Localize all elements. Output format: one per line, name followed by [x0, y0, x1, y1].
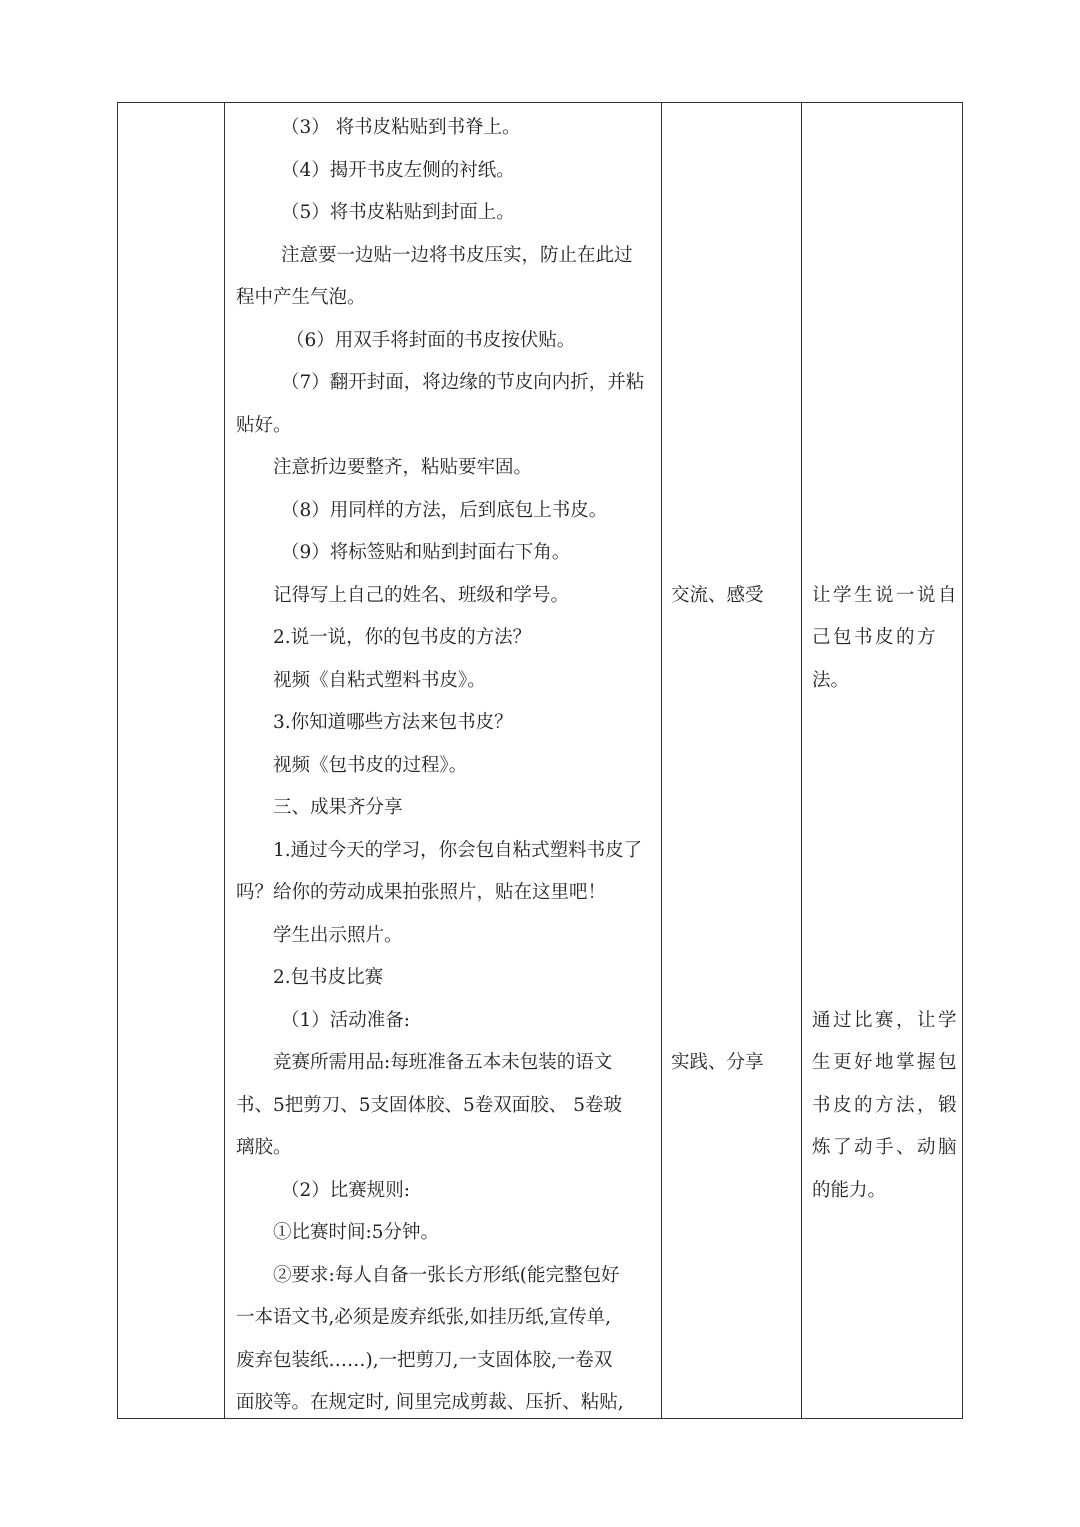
content-line: 注意折边要整齐，粘贴要牢固。 [273, 457, 533, 478]
content-line: （3） 将书皮粘贴到书脊上。 [281, 117, 521, 138]
content-line: 面胶等。在规定时, 间里完成剪裁、压折、粘贴, [236, 1392, 624, 1413]
content-line: （7）翻开封面，将边缘的节皮向内折，并粘 [281, 372, 645, 393]
design-intent-line: 己包书皮的方 [812, 627, 939, 648]
column-divider [224, 103, 225, 1418]
design-intent-line: 生更好地掌握包 [812, 1052, 960, 1073]
lesson-table [117, 102, 963, 1419]
content-line: （5）将书皮粘贴到封面上。 [281, 202, 515, 223]
content-line: 记得写上自己的姓名、班级和学号。 [273, 584, 570, 606]
column-divider [661, 103, 662, 1418]
design-intent-line: 的能力。 [812, 1179, 887, 1201]
content-line: 贴好。 [236, 414, 292, 436]
content-line: （4）揭开书皮左侧的衬纸。 [281, 159, 515, 181]
student-activity: 交流、感受 [671, 584, 764, 606]
content-line: ②要求:每人自备一张长方形纸(能完整包好 [273, 1264, 620, 1286]
content-line: 一本语文书,必须是废弃纸张,如挂历纸,宣传单, [236, 1307, 612, 1328]
content-line: 视频《包书皮的过程》。 [273, 754, 468, 776]
content-line: 3.你知道哪些方法来包书皮？ [273, 712, 513, 733]
content-line: 废弃包装纸……),一把剪刀,一支固体胶,一卷双 [236, 1349, 613, 1371]
design-intent-line: 法。 [812, 669, 850, 691]
content-line: 2.包书皮比赛 [273, 967, 384, 988]
content-line: （8）用同样的方法，后到底包上书皮。 [281, 499, 608, 521]
column-divider [801, 103, 802, 1418]
content-line: 三、成果齐分享 [273, 797, 403, 818]
content-line: （1）活动准备: [281, 1009, 411, 1031]
content-line: （2）比赛规则: [281, 1179, 411, 1201]
content-line: 程中产生气泡。 [236, 287, 366, 308]
content-line: （9）将标签贴和贴到封面右下角。 [281, 542, 571, 563]
design-intent-line: 通过比赛，让学 [812, 1009, 960, 1031]
student-activity: 实践、分享 [671, 1052, 764, 1073]
design-intent-line: 书皮的方法，锻 [812, 1094, 960, 1116]
content-line: 1.通过今天的学习，你会包自粘式塑料书皮了 [273, 839, 643, 861]
content-line: 视频《自粘式塑料书皮》。 [273, 669, 486, 691]
design-intent-line: 炼了动手、动脑 [812, 1137, 960, 1158]
content-line: ①比赛时间:5分钟。 [273, 1222, 440, 1243]
content-line: 书、5把剪刀、5支固体胶、5卷双面胶、 5卷玻 [236, 1094, 622, 1116]
content-line: 吗？给你的劳动成果拍张照片，贴在这里吧！ [236, 882, 607, 903]
content-line: 2.说一说，你的包书皮的方法？ [273, 627, 532, 648]
content-line: 璃胶。 [236, 1137, 292, 1158]
content-line: （6）用双手将封面的书皮按伏贴。 [286, 329, 576, 351]
content-line: 学生出示照片。 [273, 924, 403, 946]
content-line: 注意要一边贴一边将书皮压实，防止在此过 [281, 244, 633, 266]
design-intent-line: 让学生说一说自 [812, 584, 960, 606]
content-line: 竞赛所需用品:每班准备五本未包装的语文 [273, 1052, 613, 1073]
